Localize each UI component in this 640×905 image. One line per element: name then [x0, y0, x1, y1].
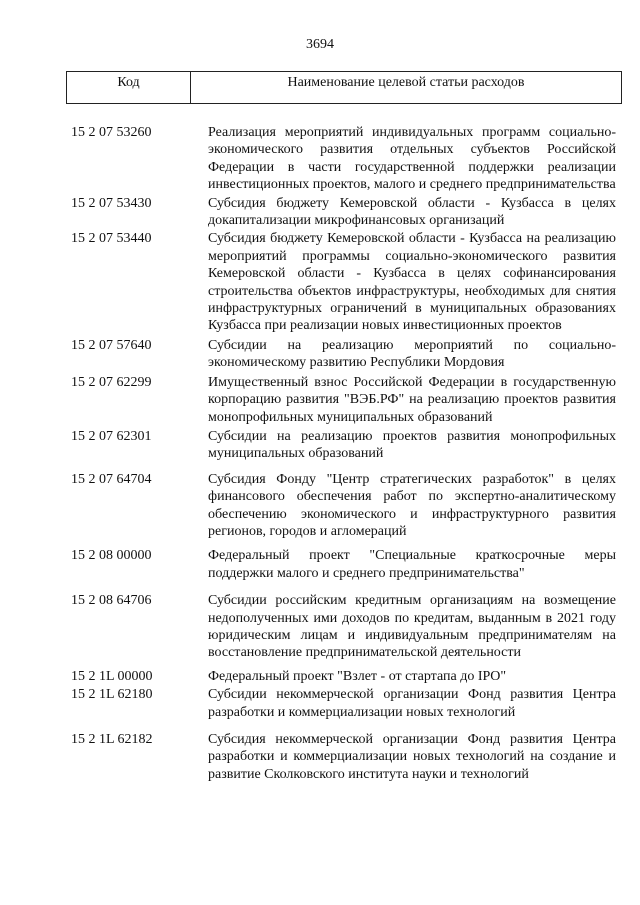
- table-row: [0, 374, 640, 426]
- header-code-column: Код: [67, 72, 191, 103]
- row-name: Субсидия бюджету Кемеровской области - Кузбасса на реализацию мероприятий программы социально-экономического развития Кемеровской области - Кузбасса в целях софинансирования строительства объектов инфраструктуры, необходимых для снятия инфраструктурных ограничений в муниципальных образованиях Кузбасса при реализации новых инвестиционных проектов: [208, 231, 616, 334]
- table-row: [0, 592, 640, 662]
- table-row: [0, 337, 640, 372]
- row-name: Федеральный проект "Специальные краткосрочные меры поддержки малого и среднего предпринимательства": [208, 548, 616, 581]
- table-row: [0, 230, 640, 334]
- table-row: [0, 428, 640, 463]
- row-name: Субсидии на реализацию мероприятий по социально-экономическому развитию Республики Мордовия: [208, 337, 616, 371]
- row-name: Субсидия бюджету Кемеровской области - Кузбасса в целях докапитализации микрофинансовых организаций: [208, 195, 616, 229]
- table-row: [0, 124, 640, 194]
- row-name: Реализация мероприятий индивидуальных программ социально-экономического развития отдельных субъектов Российской Федерации в части государственной поддержки реализации инвестиционных проектов, малого и среднего предпринимательства: [208, 125, 616, 193]
- row-code: 15 2 07 62301: [71, 428, 152, 444]
- row-code: 15 2 1L 00000: [71, 668, 153, 684]
- row-code: 15 2 08 00000: [71, 548, 152, 564]
- row-name: Субсидия Фонду "Центр стратегических разработок" в целях финансового обеспечения работ по экспертно-аналитическому обеспечению экономического и инфраструктурного развития регионов, городов и агломераций: [208, 471, 616, 539]
- row-name: Имущественный взнос Российской Федерации в государственную корпорацию развития "ВЭБ.РФ" на реализацию проектов развития монопрофильных муниципальных образований: [208, 374, 616, 425]
- table-header: [66, 71, 622, 104]
- table-row: [0, 547, 640, 582]
- row-code: 15 2 07 64704: [71, 471, 152, 487]
- row-name: Субсидия некоммерческой организации Фонд развития Центра разработки и коммерциализации новых технологий на создание и развитие Сколковского института науки и технологий: [208, 732, 616, 782]
- row-code: 15 2 08 64706: [71, 593, 152, 609]
- row-code: 15 2 07 53260: [71, 125, 152, 140]
- row-code: 15 2 07 57640: [71, 337, 152, 353]
- page-number: 3694: [306, 37, 334, 52]
- header-name-column: Наименование целевой статьи расходов: [287, 75, 525, 90]
- row-code: 15 2 07 53440: [71, 231, 152, 247]
- table-body: [0, 124, 640, 783]
- row-code: 15 2 07 62299: [71, 374, 152, 390]
- row-name: Федеральный проект "Взлет - от стартапа до IPO": [208, 668, 507, 684]
- row-name: Субсидии российским кредитным организациям на возмещение недополученных ими доходов по кредитам, выданным в 2021 году юридическим лицам и индивидуальным предпринимателям на восстановление предпринимательской деятельности: [208, 593, 616, 661]
- row-code: 15 2 07 53430: [71, 195, 152, 211]
- table-row: [0, 471, 640, 541]
- row-name: Субсидии некоммерческой организации Фонд развития Центра разработки и коммерциализации новых технологий: [208, 687, 616, 720]
- table-row: [0, 686, 640, 721]
- table-row: [0, 731, 640, 783]
- row-code: 15 2 1L 62182: [71, 732, 153, 747]
- row-code: 15 2 1L 62180: [71, 687, 153, 703]
- table-row: [0, 195, 640, 230]
- row-name: Субсидии на реализацию проектов развития монопрофильных муниципальных образований: [208, 428, 616, 462]
- table-row: [0, 668, 640, 685]
